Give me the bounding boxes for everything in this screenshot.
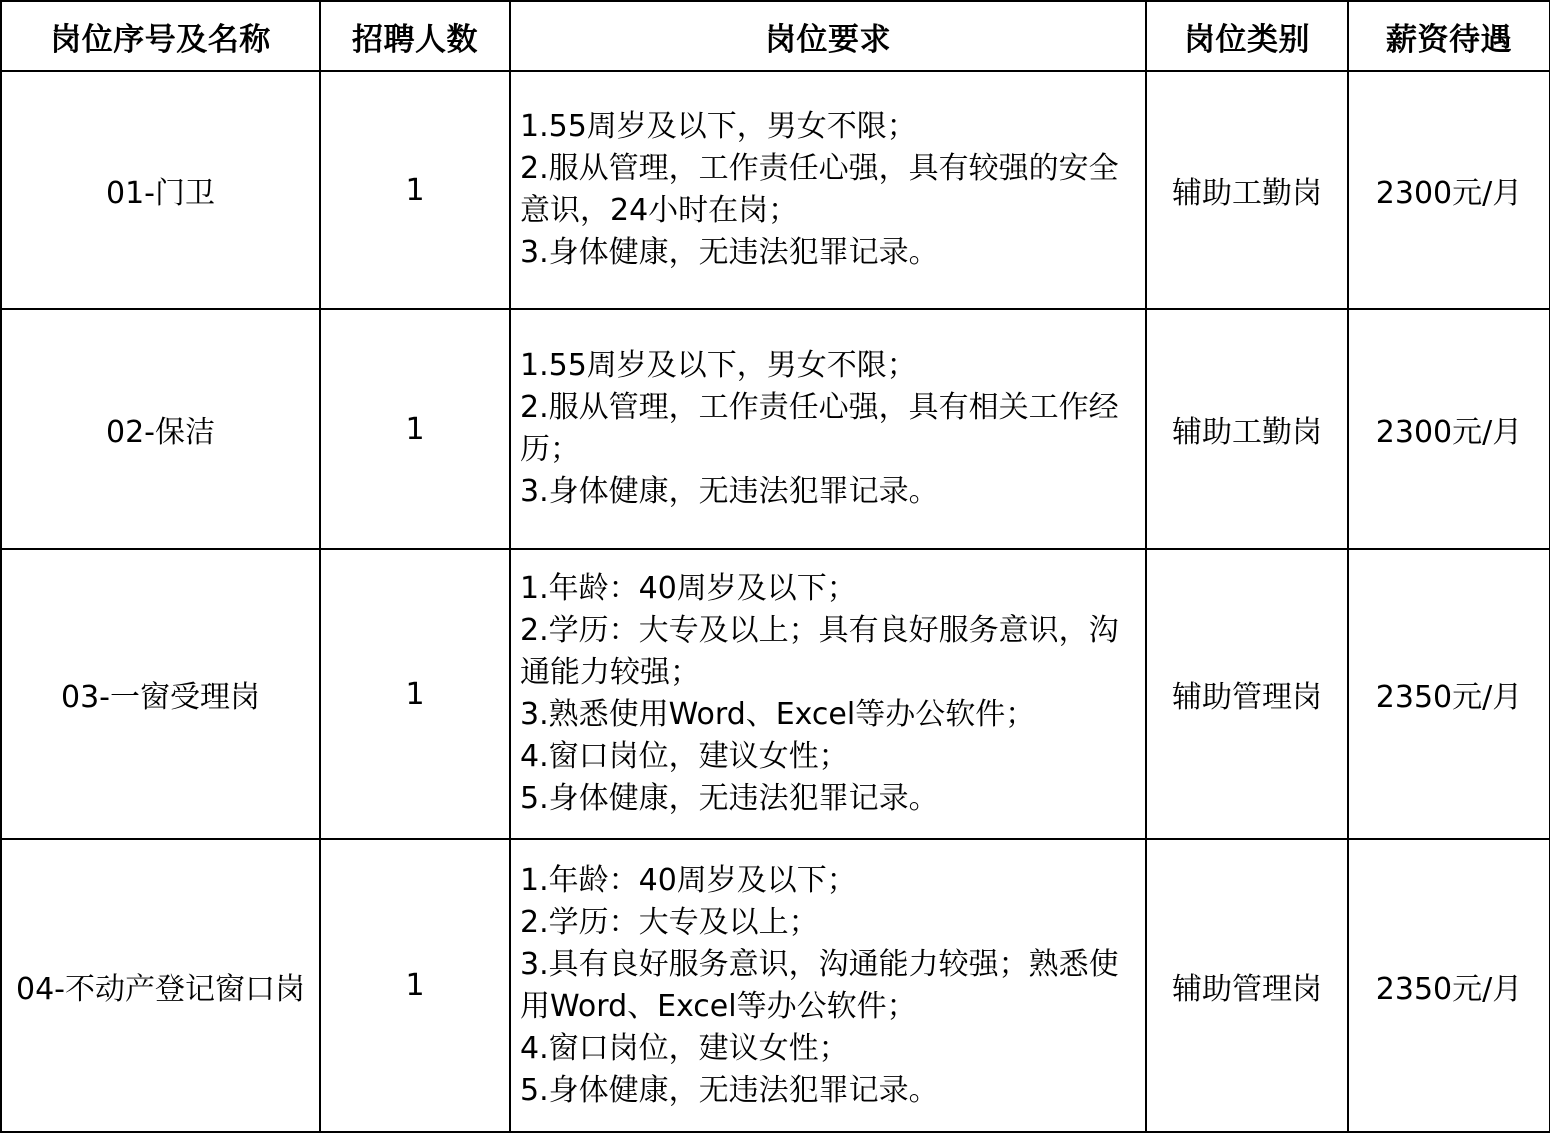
requirement-line: 2.服从管理，工作责任心强，具有较强的安全意识，24小时在岗； [520, 151, 1119, 228]
requirement-line: 2.学历：大专及以上；具有良好服务意识，沟通能力较强； [520, 613, 1119, 690]
requirement-line: 3.身体健康，无违法犯罪记录。 [520, 235, 939, 270]
header-category: 岗位类别 [1146, 1, 1348, 71]
position-category: 辅助工勤岗 [1146, 309, 1348, 549]
requirement-line: 4.窗口岗位，建议女性； [520, 739, 849, 774]
header-hiring-count: 招聘人数 [320, 1, 510, 71]
salary: 2350元/月 [1348, 839, 1550, 1132]
requirement-line: 4.窗口岗位，建议女性； [520, 1030, 849, 1066]
requirement-line: 3.熟悉使用Word、Excel等办公软件； [520, 697, 1036, 732]
position-name: 04-不动产登记窗口岗 [1, 839, 320, 1132]
hiring-count: 1 [320, 71, 510, 309]
position-category: 辅助工勤岗 [1146, 71, 1348, 309]
salary: 2300元/月 [1348, 309, 1550, 549]
header-salary: 薪资待遇 [1348, 1, 1550, 71]
requirements-cell [510, 549, 1146, 839]
requirement-line: 1.年龄：40周岁及以下； [520, 862, 857, 898]
requirement-line: 3.身体健康，无违法犯罪记录。 [520, 474, 939, 509]
hiring-count: 1 [320, 549, 510, 839]
position-name: 02-保洁 [1, 309, 320, 549]
table-row [1, 309, 1550, 549]
salary: 2350元/月 [1348, 549, 1550, 839]
hiring-count: 1 [320, 839, 510, 1132]
requirement-line: 5.身体健康，无违法犯罪记录。 [520, 1072, 939, 1108]
header-requirements: 岗位要求 [510, 1, 1146, 71]
requirement-line: 1.55周岁及以下，男女不限； [520, 109, 917, 144]
table-row [1, 839, 1550, 1132]
requirements-cell [510, 309, 1146, 549]
header-position-name: 岗位序号及名称 [1, 1, 320, 71]
table-row [1, 71, 1550, 309]
requirement-line: 2.学历：大专及以上； [520, 904, 819, 940]
requirements-cell [510, 71, 1146, 309]
requirements-cell [510, 839, 1146, 1132]
position-category: 辅助管理岗 [1146, 839, 1348, 1132]
requirement-line: 5.身体健康，无违法犯罪记录。 [520, 781, 939, 816]
hiring-count: 1 [320, 309, 510, 549]
requirement-line: 1.55周岁及以下，男女不限； [520, 348, 917, 383]
table-row [1, 549, 1550, 839]
salary: 2300元/月 [1348, 71, 1550, 309]
requirement-line: 3.具有良好服务意识，沟通能力较强；熟悉使用Word、Excel等办公软件； [520, 946, 1119, 1024]
position-name: 01-门卫 [1, 71, 320, 309]
position-name: 03-一窗受理岗 [1, 549, 320, 839]
position-category: 辅助管理岗 [1146, 549, 1348, 839]
table-header-row [1, 1, 1550, 71]
requirement-line: 2.服从管理，工作责任心强，具有相关工作经历； [520, 390, 1119, 467]
requirement-line: 1.年龄：40周岁及以下； [520, 571, 857, 606]
